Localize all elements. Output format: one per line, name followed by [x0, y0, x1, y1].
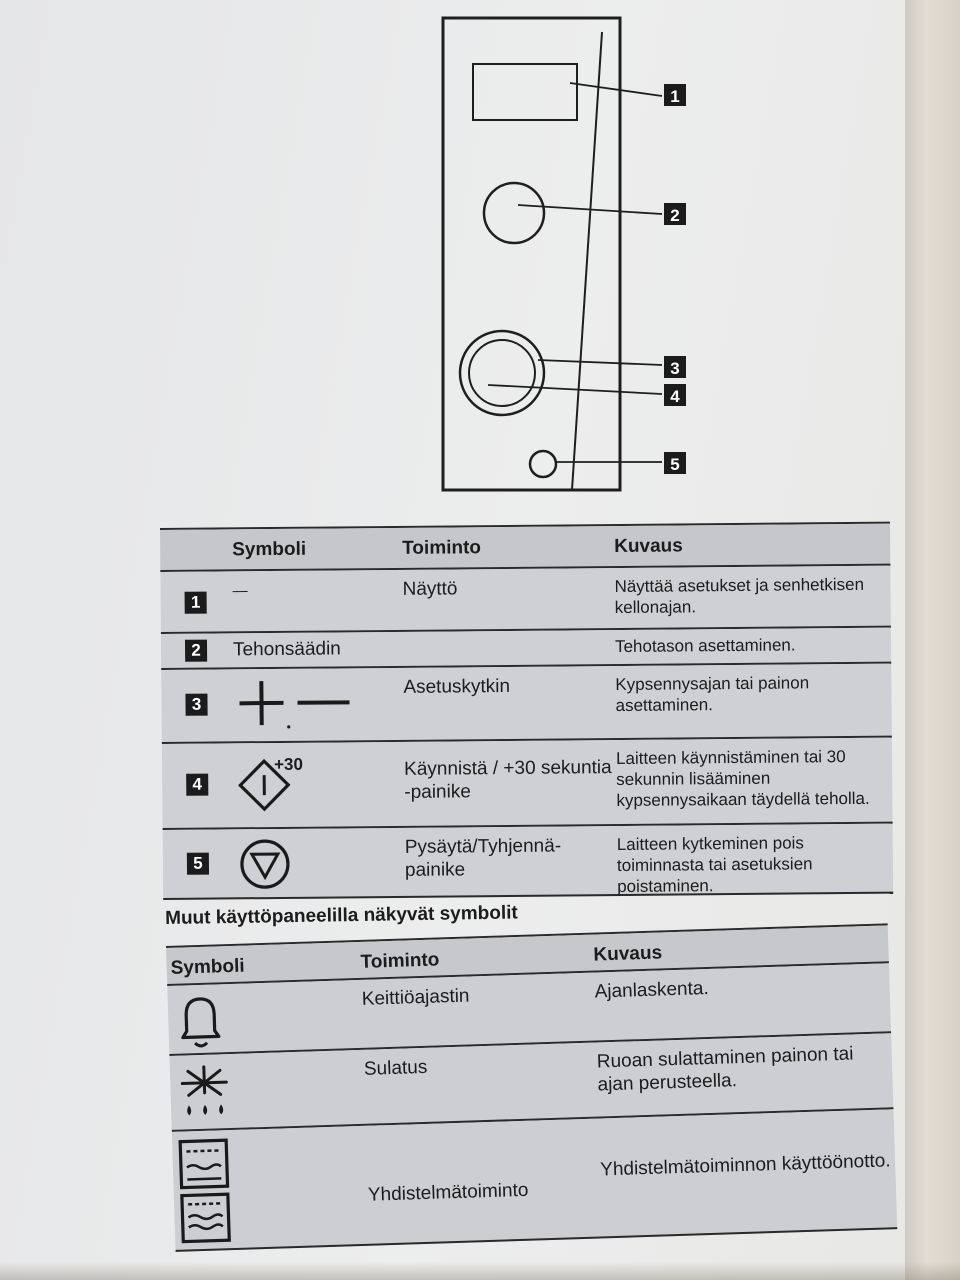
- page-edge: [905, 0, 960, 1280]
- display-window: [473, 64, 577, 120]
- row-function: Sulatus: [363, 1056, 428, 1080]
- row-description: Tehotason asettaminen.: [614, 635, 796, 657]
- controls-table: [160, 522, 893, 900]
- stop-triangle-icon: [239, 837, 295, 893]
- power-knob: [484, 183, 544, 243]
- header-function: Toiminto: [402, 537, 482, 559]
- row-function: Keittiöajastin: [361, 985, 470, 1010]
- callout-line-4: [488, 385, 662, 394]
- table-row: [172, 1109, 897, 1252]
- control-panel-diagram: [430, 10, 700, 500]
- header-symbol: Symboli: [170, 955, 245, 979]
- table-row: [161, 664, 892, 744]
- row-description: Ruoan sulattaminen painon tai ajan perusteella.: [596, 1043, 854, 1096]
- row-description: Laitteen kytkeminen pois toiminnasta tai asetuksien poistaminen.: [616, 833, 813, 897]
- callout-label-4: 4: [670, 387, 680, 406]
- header-function: Toiminto: [360, 949, 440, 973]
- stop-button-circle: [530, 451, 556, 477]
- bottom-shadow: [0, 1262, 960, 1280]
- row-function: Käynnistä / +30 sekuntia -painike: [404, 757, 612, 803]
- defrost-icon: [174, 1060, 238, 1124]
- row-description: Näyttää asetukset ja senhetkisen kellonajan.: [614, 574, 865, 618]
- callout-line-1: [570, 83, 662, 96]
- plus-30-label: +30: [273, 754, 303, 775]
- row-number-badge: 1: [185, 592, 207, 614]
- header-num-cell: [160, 529, 232, 570]
- section-title: Muut käyttöpaneelilla näkyvät symbolit: [165, 902, 518, 929]
- symbols-table: [166, 923, 897, 1252]
- panel-outline: [443, 18, 620, 490]
- table-row: [163, 824, 894, 900]
- row-function: [403, 630, 615, 640]
- callout-label-1: 1: [670, 87, 680, 106]
- header-symbol: Symboli: [232, 538, 307, 561]
- row-function: Yhdistelmätoiminto: [367, 1179, 529, 1206]
- row-description: Laitteen käynnistäminen tai 30 sekunnin lisääminen kypsennysaikaan täydellä teholla.: [615, 747, 870, 811]
- controls-table-header: [160, 524, 890, 572]
- row-number-badge: 3: [185, 694, 207, 716]
- callout-label-2: 2: [670, 206, 680, 225]
- bell-icon: [171, 990, 229, 1052]
- plus-minus-icon: [237, 678, 357, 733]
- row-number-badge: 5: [187, 853, 209, 875]
- callout-label-3: 3: [670, 359, 680, 378]
- row-number-badge: 4: [186, 774, 208, 796]
- header-description: Kuvaus: [614, 535, 683, 558]
- row-description: Ajanlaskenta.: [594, 977, 710, 1003]
- row-number-badge: 2: [185, 640, 207, 662]
- row-function: Näyttö: [402, 578, 458, 600]
- dash-icon: —: [232, 582, 248, 600]
- row-function: Pysäytä/Tyhjennä-painike: [404, 835, 562, 881]
- header-description: Kuvaus: [593, 942, 663, 966]
- callout-label-5: 5: [670, 455, 680, 474]
- table-row: [162, 738, 893, 830]
- row-symbol-text: Tehonsäädin: [232, 638, 341, 661]
- callout-line-3: [538, 360, 662, 365]
- setting-knob-outer: [460, 331, 544, 415]
- setting-knob-inner: [469, 340, 535, 406]
- row-function: Asetuskytkin: [403, 675, 511, 698]
- table-row: [160, 566, 891, 634]
- combination-icon: [176, 1136, 237, 1248]
- row-description: Yhdistelmätoiminnon käyttöönotto.: [599, 1150, 891, 1181]
- row-description: Kypsennysajan tai painon asettaminen.: [615, 673, 810, 716]
